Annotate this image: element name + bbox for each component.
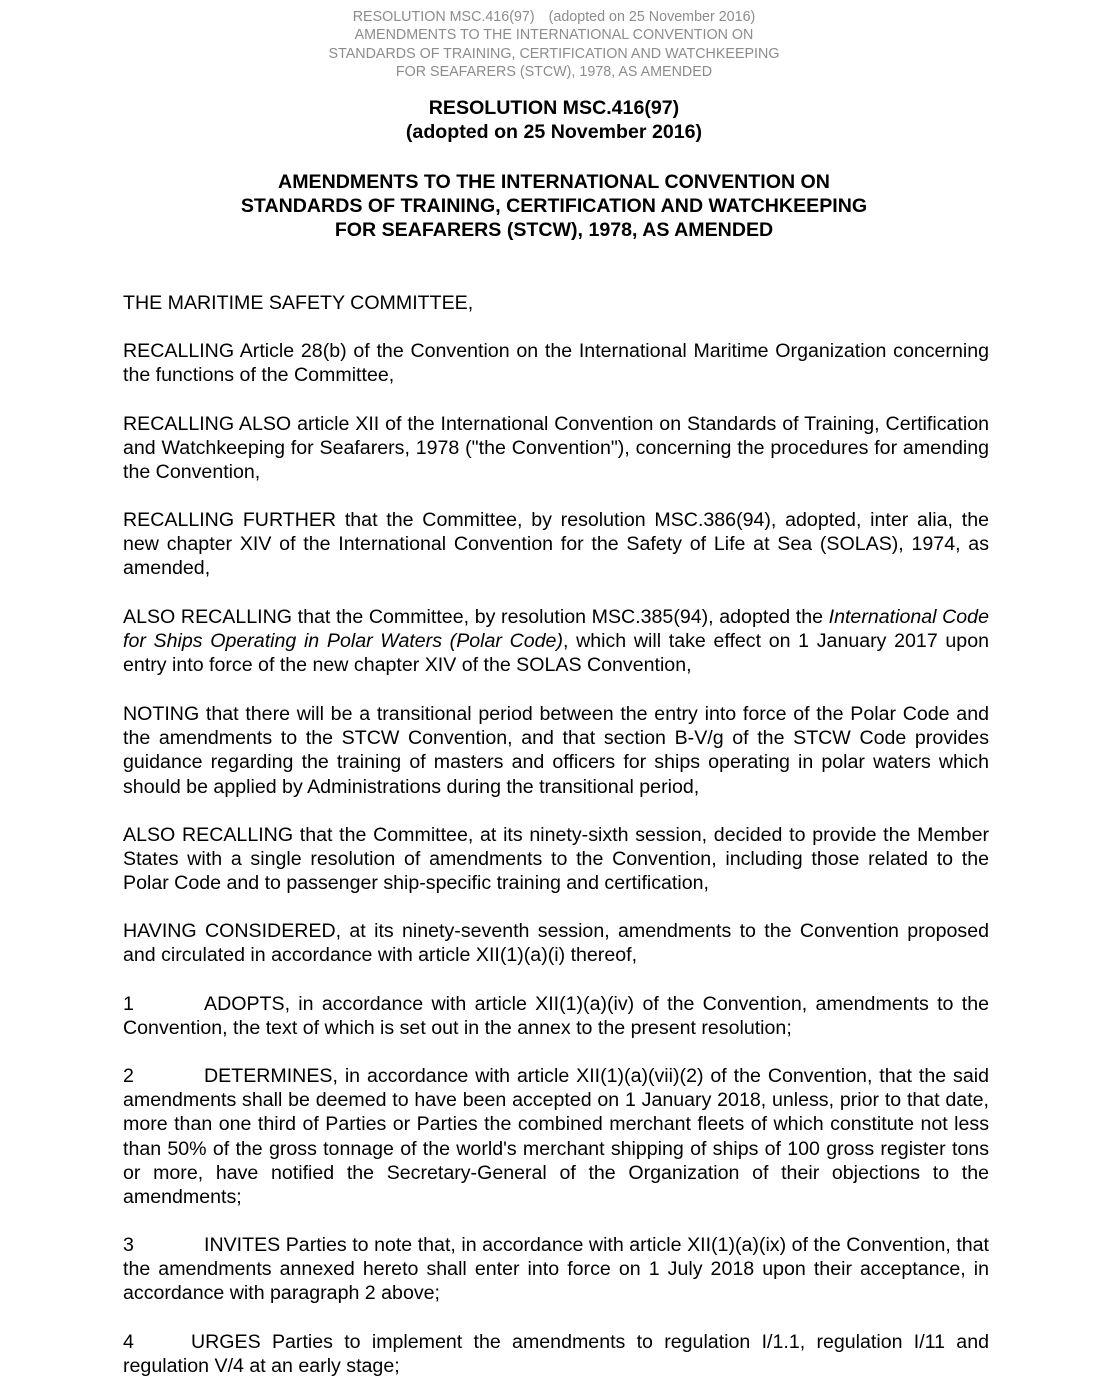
paragraph-number: 2 — [123, 1065, 134, 1087]
paragraph-number: 4 — [123, 1331, 134, 1353]
operative-paragraph-2: 2 DETERMINES, in accordance with article XII(1)(a)(vii)(2) of the Convention, that the said amendments shall be deemed to have been accepted on 1 January 2018, unless, prior to that date, more than one third of Parties or Parties the combined merchant fleets of which constitute not less than 50% of the gross tonnage of the world's merchant shipping of ships of 100 gross register tons or more, have notified the Secretary-General of the Organization of their objections to the amendments; — [123, 1065, 989, 1209]
subtitle-line-2: STANDARDS OF TRAINING, CERTIFICATION AND WATCHKEEPING — [240, 195, 868, 218]
running-header — [0, 8, 1108, 81]
preamble-paragraph-6: ALSO RECALLING that the Committee, at its ninety-sixth session, decided to provide the Member States with a single resolution of amendments to the Convention, including those related to the Polar Code and to passenger ship-specific training and certification, — [123, 824, 989, 895]
committee-heading: THE MARITIME SAFETY COMMITTEE, — [123, 292, 474, 314]
operative-paragraph-4: 4 URGES Parties to implement the amendments to regulation I/1.1, regulation I/11 and regulation V/4 at an early stage; — [123, 1331, 989, 1378]
running-header-line-4: FOR SEAFARERS (STCW), 1978, AS AMENDED — [395, 63, 713, 80]
paragraph-number: 1 — [123, 993, 134, 1015]
preamble-paragraph-5: NOTING that there will be a transitional period between the entry into force of the Polar Code and the amendments to the STCW Convention, and that section B-V/g of the STCW Code provides guidance regarding the training of masters and officers for ships operating in polar waters which should be applied by Administrations during the transitional period, — [123, 703, 989, 798]
resolution-number: RESOLUTION MSC.416(97) — [428, 97, 680, 119]
paragraph-number: 3 — [123, 1234, 134, 1256]
subtitle-line-1: AMENDMENTS TO THE INTERNATIONAL CONVENTION ON — [278, 171, 830, 193]
running-header-line-3: STANDARDS OF TRAINING, CERTIFICATION AND WATCHKEEPING — [328, 45, 780, 62]
operative-paragraph-1: 1 ADOPTS, in accordance with article XII(1)(a)(iv) of the Convention, amendments to the Convention, the text of which is set out in the annex to the present resolution; — [123, 993, 989, 1040]
running-header-line-2: AMENDMENTS TO THE INTERNATIONAL CONVENTION ON — [354, 27, 754, 44]
running-header-line-1: RESOLUTION MSC.416(97) (adopted on 25 November 2016) — [352, 9, 756, 25]
preamble-paragraph-7: HAVING CONSIDERED, at its ninety-seventh session, amendments to the Convention proposed and circulated in accordance with article XII(1)(a)(i) thereof, — [123, 920, 989, 967]
preamble-paragraph-1: RECALLING Article 28(b) of the Convention on the International Maritime Organization concerning the functions of the Committee, — [123, 340, 989, 387]
adoption-date: (adopted on 25 November 2016) — [405, 121, 703, 144]
resolution-subtitle — [0, 170, 1108, 243]
preamble-paragraph-3: RECALLING FURTHER that the Committee, by resolution MSC.386(94), adopted, inter alia, the new chapter XIV of the International Convention for the Safety of Life at Sea (SOLAS), 1974, as amended, — [123, 509, 989, 580]
resolution-title — [0, 96, 1108, 145]
operative-paragraph-3: 3 INVITES Parties to note that, in accordance with article XII(1)(a)(ix) of the Convention, that the amendments annexed hereto shall enter into force on 1 July 2018 upon their acceptance, in accordance with paragraph 2 above; — [123, 1234, 989, 1305]
preamble-paragraph-4: ALSO RECALLING that the Committee, by resolution MSC.385(94), adopted the International Code for Ships Operating in Polar Waters (Polar Code), which will take effect on 1 January 2017 upon entry into force of the new chapter XIV of the SOLAS Convention, — [123, 606, 989, 677]
subtitle-line-3: FOR SEAFARERS (STCW), 1978, AS AMENDED — [334, 219, 774, 242]
polar-code-title: International Code for Ships Operating in Polar Waters (Polar Code) — [123, 606, 989, 653]
preamble-paragraph-2: RECALLING ALSO article XII of the International Convention on Standards of Training, Certification and Watchkeeping for Seafarers, 1978 ("the Convention"), concerning the procedures for amending the Convention, — [123, 413, 989, 484]
